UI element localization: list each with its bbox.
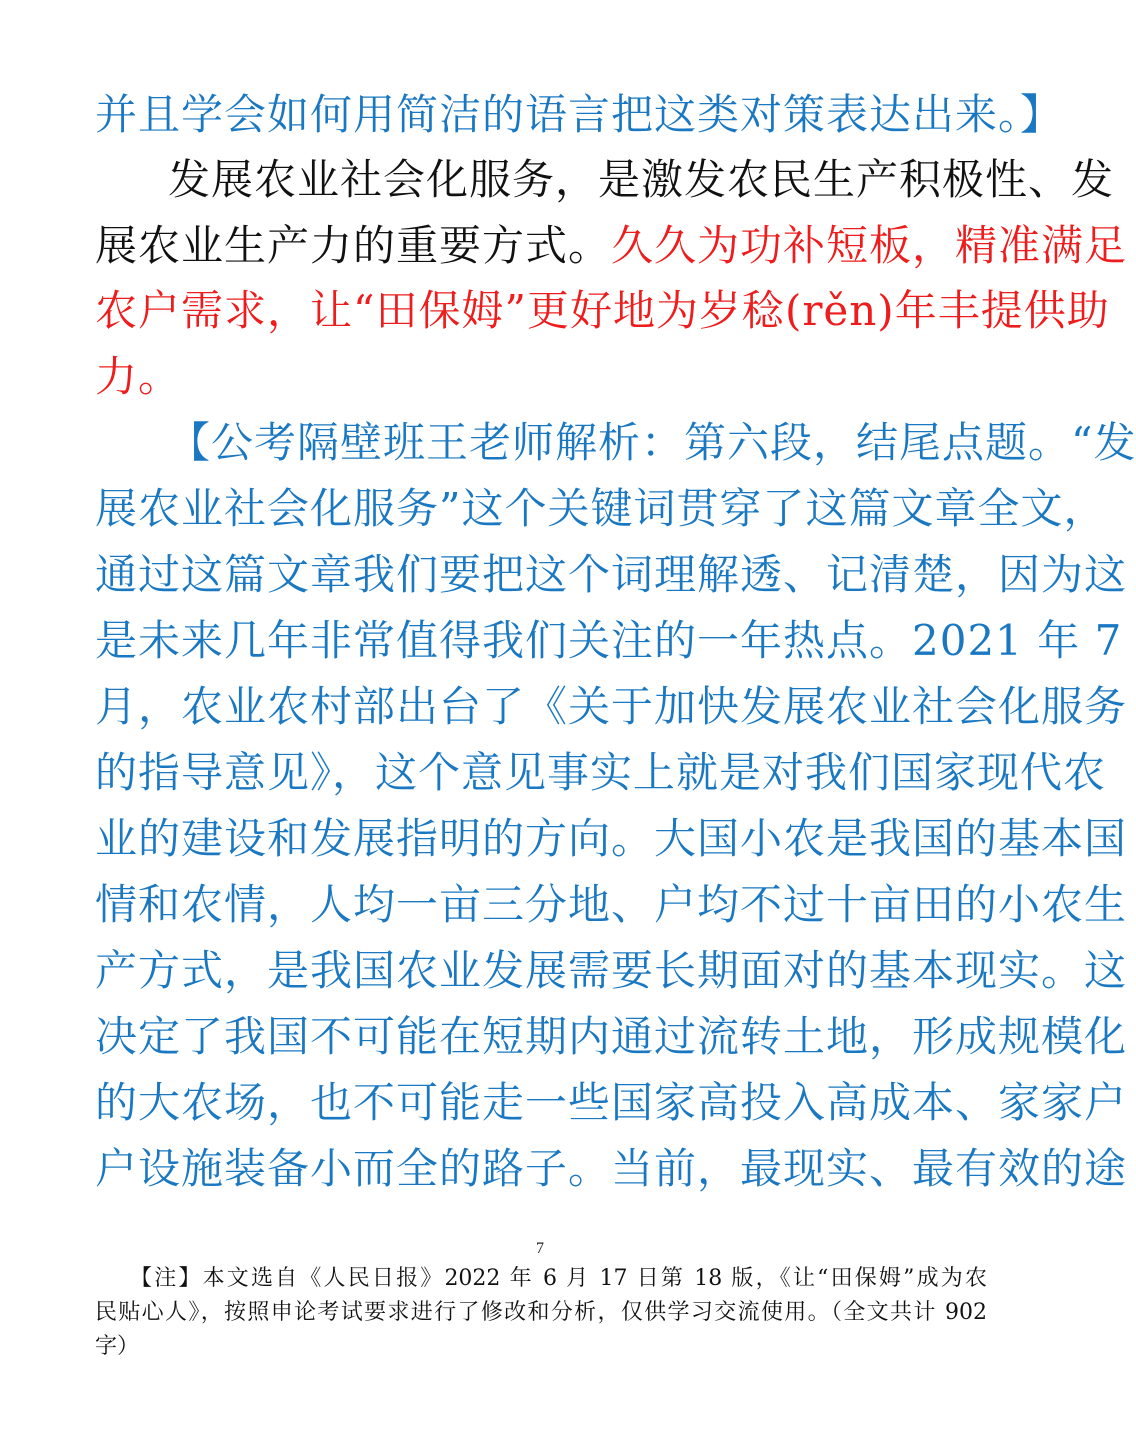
highlighted-line: 力。 [95, 352, 182, 401]
footnote-line: 字） [95, 1334, 140, 1359]
commentary-line: 决定了我国不可能在短期内通过流转土地，形成规模化 [95, 1012, 1128, 1061]
body-paragraph-line: 发展农业社会化服务，是激发农民生产积极性、发 [168, 155, 1115, 204]
body-paragraph-line-mixed [95, 211, 1128, 281]
footnote-line: 民贴心人》，按照申论考试要求进行了修改和分析，仅供学习交流使用。（全文共计 902 [95, 1300, 987, 1325]
commentary-line: 情和农情，人均一亩三分地、户均不过十亩田的小农生 [95, 880, 1128, 929]
commentary-line: 的指导意见》，这个意见事实上就是对我们国家现代农 [95, 748, 1107, 797]
commentary-line: 展农业社会化服务”这个关键词贯穿了这篇文章全文， [95, 484, 1107, 533]
footnote-line: 【注】本文选自《人民日报》2022 年 6 月 17 日第 18 版，《让“田保姆”成为农 [130, 1266, 987, 1291]
highlighted-text-segment: 久久为功补短板，精准满足 [611, 221, 1128, 270]
commentary-line: 通过这篇文章我们要把这个词理解透、记清楚，因为这 [95, 550, 1128, 599]
highlighted-line: 农户需求，让“田保姆”更好地为岁稔(rěn)年丰提供助 [95, 286, 1110, 335]
commentary-line: 月，农业农村部出台了《关于加快发展农业社会化服务 [95, 682, 1128, 731]
commentary-line: 并且学会如何用简洁的语言把这类对策表达出来。】 [95, 90, 1064, 139]
commentary-line: 的大农场，也不可能走一些国家高投入高成本、家家户 [95, 1078, 1128, 1127]
body-text-segment: 展农业生产力的重要方式。 [95, 221, 612, 270]
commentary-line: 是未来几年非常值得我们关注的一年热点。2021 年 7 [95, 616, 1123, 665]
page-number: 7 [536, 1240, 544, 1257]
commentary-line: 产方式，是我国农业发展需要长期面对的基本现实。这 [95, 946, 1128, 995]
commentary-line: 户设施装备小而全的路子。当前，最现实、最有效的途 [95, 1144, 1128, 1193]
commentary-line: 【公考隔壁班王老师解析：第六段，结尾点题。“发 [168, 418, 1136, 467]
commentary-line: 业的建设和发展指明的方向。大国小农是我国的基本国 [95, 814, 1128, 863]
